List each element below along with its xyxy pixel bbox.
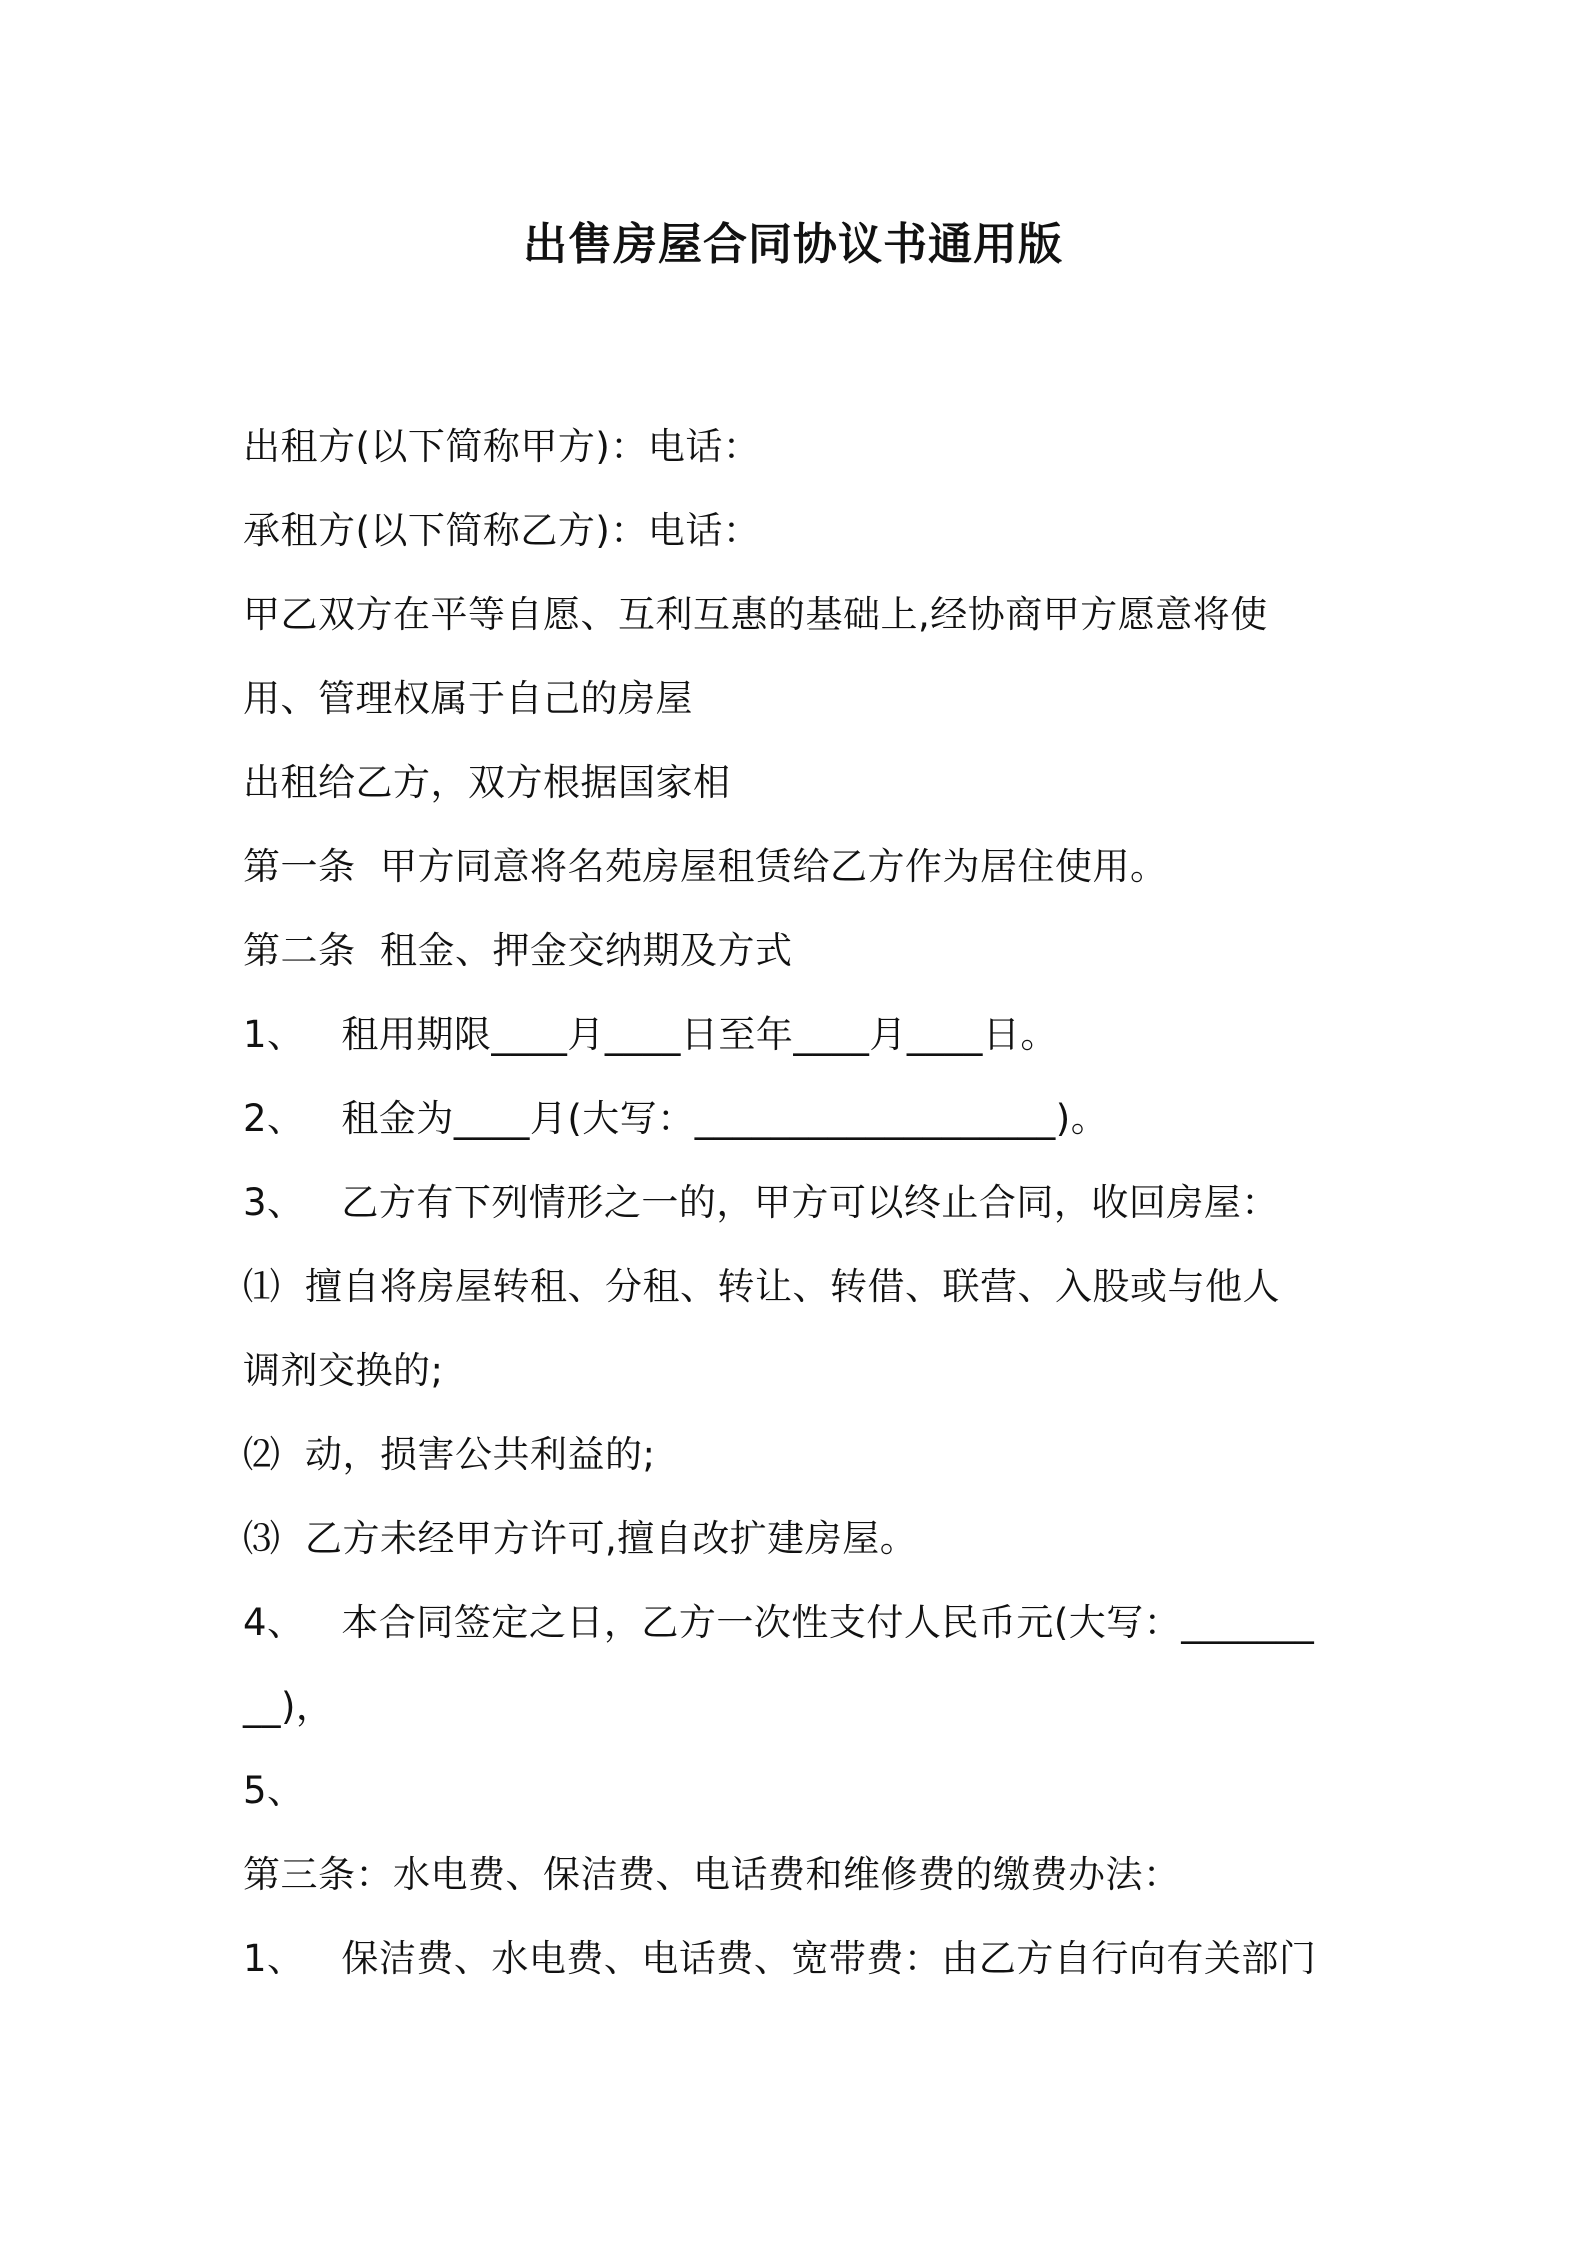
article-2-item-4-line-2: __)，: [243, 1685, 334, 1728]
article-2-item-3: 3、 乙方有下列情形之一的，甲方可以终止合同，收回房屋：: [243, 1181, 1279, 1224]
article-2-heading: 第二条 租金、押金交纳期及方式: [243, 929, 793, 972]
document-title: 出售房屋合同协议书通用版: [523, 219, 1063, 270]
sub-item-2: ⑵ 动，损害公共利益的;: [243, 1433, 656, 1476]
article-2-item-5: 5、: [243, 1769, 305, 1812]
sub-item-1-line-1: ⑴ 擅自将房屋转租、分租、转让、转借、联营、入股或与他人: [243, 1265, 1281, 1308]
article-2-item-4-line-1: 4、 本合同签定之日，乙方一次性支付人民币元(大写：_______: [243, 1601, 1315, 1644]
article-1: 第一条 甲方同意将名苑房屋租赁给乙方作为居住使用。: [243, 845, 1168, 888]
document-body: [243, 405, 1363, 2001]
sub-item-1-line-2: 调剂交换的;: [243, 1349, 444, 1392]
party-b-line: 承租方(以下简称乙方)：电话：: [243, 509, 761, 552]
sub-item-3: ⑶ 乙方未经甲方许可,擅自改扩建房屋。: [243, 1517, 918, 1560]
article-2-item-1: 1、 租用期限____月____日至年____月____日。: [243, 1013, 1058, 1056]
preamble-line-2: 用、管理权属于自己的房屋: [243, 677, 693, 720]
article-3-item-1: 1、 保洁费、水电费、电话费、宽带费：由乙方自行向有关部门: [243, 1937, 1317, 1980]
preamble-line-1: 甲乙双方在平等自愿、互利互惠的基础上,经协商甲方愿意将使: [243, 593, 1268, 636]
article-3-heading: 第三条：水电费、保洁费、电话费和维修费的缴费办法：: [243, 1853, 1181, 1896]
preamble-line-3: 出租给乙方，双方根据国家相: [243, 761, 731, 804]
article-2-item-2: 2、 租金为____月(大写：___________________)。: [243, 1097, 1109, 1140]
party-a-line: 出租方(以下简称甲方)：电话：: [243, 425, 761, 468]
